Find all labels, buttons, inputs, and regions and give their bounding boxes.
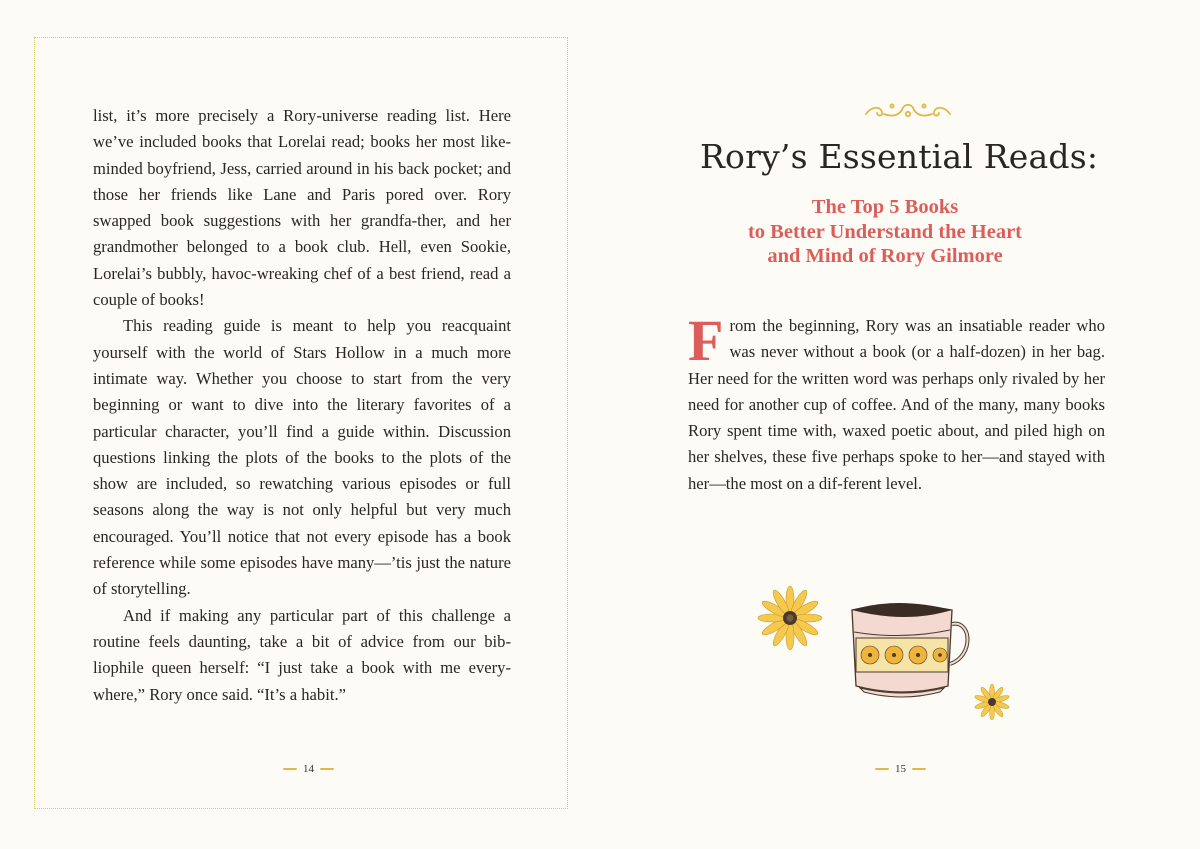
right-page-intro <box>688 308 1105 497</box>
left-paragraph-2: This reading guide is meant to help you reacquaint yourself with the world of Stars Hollow in a much more intimate way. Whether you choose to start from the very beginning or want to dive into the literary favorites of a particular character, you’ll find a guide within. Discussion questions linking the plots of the books to the plots of the show are included, so rewatching various episodes or full seasons along the way is not only helpful but very much encouraged. You’ll notice that not every episode has a book reference while some episodes have many—’tis just the nature of storytelling. <box>93 316 511 599</box>
flourish-ornament-icon <box>862 98 954 122</box>
subtitle-line-1: The Top 5 Books <box>811 196 959 218</box>
daisy-small-icon <box>974 684 1010 720</box>
folio-ornament-icon <box>912 768 926 770</box>
drop-cap: F <box>688 308 724 373</box>
left-page-folio <box>283 763 334 775</box>
coffee-cup-flowers-illustration-icon <box>756 574 1016 724</box>
folio-ornament-icon <box>320 768 334 770</box>
subtitle-line-2: to Better Understand the Heart <box>747 220 1023 243</box>
left-paragraph-1: list, it’s more precisely a Rory-universe reading list. Here we’ve included books that Lorelai read; books her most like-minded boyfriend, Jess, carried around in his back pocket; and those her friends like Lane and Paris pored over. Rory swapped book suggestions with her grandfa-ther, and her grandmother belonged to a book club. Hell, even Sookie, Lorelai’s bubbly, havoc-wreaking chef of a best friend, read a couple of books! <box>93 106 511 310</box>
subtitle-line-3: and Mind of Rory Gilmore <box>767 245 1003 267</box>
left-page-number: 14 <box>303 763 314 775</box>
left-paragraph-3: And if making any particular part of this challenge a routine feels daunting, take a bit of advice from our bib-liophile queen herself: “I just take a book with me every-where,” Rory once said. “It’s a habit.” <box>93 605 511 704</box>
chapter-title: Rory’s Essential Reads: <box>700 137 1099 176</box>
intro-paragraph <box>688 308 1105 497</box>
daisy-large-icon <box>758 586 822 650</box>
chapter-subtitle <box>690 195 1080 269</box>
left-page-body <box>93 103 511 708</box>
folio-ornament-icon <box>875 768 889 770</box>
right-page-folio <box>875 763 926 775</box>
right-page-number: 15 <box>895 763 906 775</box>
folio-ornament-icon <box>283 768 297 770</box>
coffee-mug-icon <box>852 603 968 697</box>
intro-text: rom the beginning, Rory was an insatiable reader who was never without a book (or a half-dozen) in her bag. Her need for the written word was perhaps only rivaled by her need for another cup of coffee. And of the many, many books Rory spent time with, waxed poetic about, and piled high on her shelves, these five perhaps spoke to her—and stayed with her—the most on a dif-ferent level. <box>688 316 1105 493</box>
